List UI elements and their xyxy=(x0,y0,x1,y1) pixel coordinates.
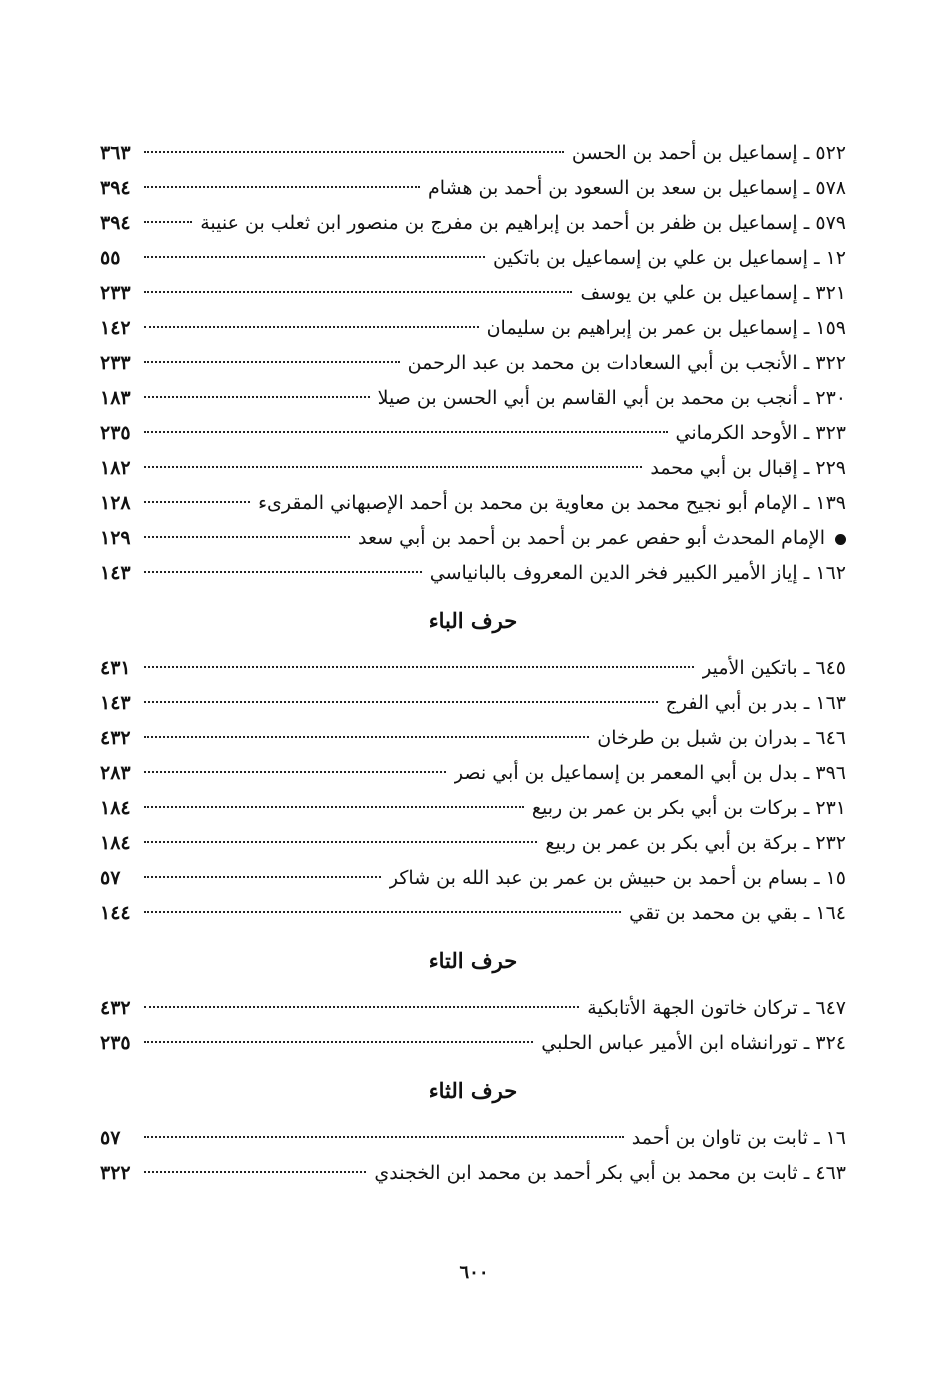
index-entry xyxy=(100,276,846,311)
index-entry xyxy=(100,861,846,896)
entry-title xyxy=(358,521,846,556)
index-section xyxy=(100,931,846,1061)
entry-number: ٢٢٩ xyxy=(815,457,846,479)
entry-title xyxy=(378,381,846,416)
index-entry xyxy=(100,206,846,241)
entry-name: الأوحد الكرماني xyxy=(675,422,798,444)
index-entry xyxy=(100,896,846,931)
entry-name: تركان خاتون الجهة الأتابكية xyxy=(587,997,798,1019)
entry-name: إسماعيل بن ظفر بن أحمد بن إبراهيم بن مفرج بن منصور ابن ثعلب بن عنيبة xyxy=(200,212,798,234)
entry-number: ٥٧٩ xyxy=(815,212,846,234)
dot-leader xyxy=(144,806,524,808)
entry-page-number: ٥٧ xyxy=(100,867,121,889)
entry-name: بسام بن أحمد بن حبيش بن عمر بن عبد الله بن شاكر xyxy=(388,867,808,889)
entry-title xyxy=(632,1121,846,1156)
dot-leader xyxy=(144,771,446,773)
dot-leader xyxy=(144,841,537,843)
index-entry xyxy=(100,756,846,791)
index-entry xyxy=(100,1026,846,1061)
index-entry xyxy=(100,241,846,276)
entry-separator: ـ xyxy=(797,832,816,854)
dot-leader xyxy=(144,1041,533,1043)
dot-leader xyxy=(144,466,642,468)
entry-title xyxy=(580,276,846,311)
index-entry xyxy=(100,1121,846,1156)
entry-page-number: ٤٣٢ xyxy=(100,997,131,1019)
entry-number: ١٦٣ xyxy=(815,692,846,714)
entry-title xyxy=(200,206,846,241)
index-entry xyxy=(100,651,846,686)
entry-separator: ـ xyxy=(797,282,816,304)
entry-name: تورانشاه ابن الأمير عباس الحلبي xyxy=(541,1032,798,1054)
entry-number: ٢٣١ xyxy=(815,797,846,819)
index-section xyxy=(100,136,846,591)
entry-page-number: ٤٣٢ xyxy=(100,727,131,749)
entry-page-number: ١٤٢ xyxy=(100,317,131,339)
entry-page-number: ١٨٤ xyxy=(100,797,131,819)
entry-separator: ـ xyxy=(797,212,816,234)
entry-title xyxy=(587,991,846,1026)
entry-title xyxy=(650,451,846,486)
entry-separator: ـ xyxy=(797,902,816,924)
dot-leader xyxy=(144,666,694,668)
dot-leader xyxy=(144,361,400,363)
entry-page-number: ٣٦٣ xyxy=(100,142,131,164)
dot-leader xyxy=(144,151,564,153)
page-number: ٦٠٠ xyxy=(459,1262,489,1283)
entry-page-number: ٢٣٥ xyxy=(100,1032,131,1054)
dot-leader xyxy=(144,291,572,293)
entry-number: ١٦٢ xyxy=(815,562,846,584)
dot-leader xyxy=(144,256,485,258)
entry-number: ١٦ xyxy=(825,1127,846,1149)
entry-separator: ـ xyxy=(797,457,816,479)
entry-title xyxy=(258,486,846,521)
index-entry xyxy=(100,556,846,591)
entry-name: أنجب بن محمد بن أبي القاسم بن أبي الحسن بن صيلا xyxy=(377,387,798,409)
entry-name: إسماعيل بن أحمد بن الحسن xyxy=(571,142,798,164)
dot-leader xyxy=(144,186,420,188)
index-entry xyxy=(100,991,846,1026)
entry-page-number: ٣٢٢ xyxy=(100,1162,131,1184)
entry-separator: ـ xyxy=(797,1162,816,1184)
dot-leader xyxy=(144,736,589,738)
dot-leader xyxy=(144,911,621,913)
entry-name: الأنجب بن أبي السعادات بن محمد بن عبد الرحمن xyxy=(407,352,798,374)
dot-leader xyxy=(144,221,192,223)
entry-number: ٣٢١ xyxy=(815,282,846,304)
entry-name: ثابت بن تاوان بن أحمد xyxy=(631,1127,808,1149)
entry-separator: ـ xyxy=(797,422,816,444)
index-entry xyxy=(100,721,846,756)
entry-separator: ـ xyxy=(797,352,816,374)
entry-name: إسماعيل بن علي بن إسماعيل بن باتكين xyxy=(493,247,808,269)
index-section xyxy=(100,591,846,931)
entry-separator: ـ xyxy=(797,387,816,409)
entry-page-number: ٢٣٣ xyxy=(100,282,131,304)
entry-page-number: ١٨٢ xyxy=(100,457,131,479)
dot-leader xyxy=(144,876,381,878)
entry-separator: ـ xyxy=(797,727,816,749)
index-entry xyxy=(100,171,846,206)
dot-leader xyxy=(144,1136,624,1138)
entry-separator: ـ xyxy=(797,692,816,714)
entry-separator: ـ xyxy=(797,317,816,339)
entry-name: إسماعيل بن عمر بن إبراهيم بن سليمان xyxy=(486,317,798,339)
entry-number: ٢٣٢ xyxy=(815,832,846,854)
entry-page-number: ١٤٣ xyxy=(100,692,131,714)
entry-number: ١٥٩ xyxy=(815,317,846,339)
entry-separator: ـ xyxy=(797,797,816,819)
dot-leader xyxy=(144,571,422,573)
entry-name: باتكين الأمير xyxy=(702,657,798,679)
entry-name: الإمام المحدث أبو حفص عمر بن أحمد بن أحمد بن أبي سعد xyxy=(358,527,825,549)
entry-title xyxy=(532,791,846,826)
dot-leader xyxy=(144,1171,366,1173)
index-entry xyxy=(100,451,846,486)
entry-separator: ـ xyxy=(797,142,816,164)
entry-name: بدر بن أبي الفرج xyxy=(665,692,798,714)
entry-name: بدران بن شبل بن طرخان xyxy=(597,727,798,749)
index-entry xyxy=(100,1156,846,1191)
entry-name: ثابت بن محمد بن أبي بكر أحمد بن محمد ابن الخجندي xyxy=(374,1162,798,1184)
index-entry xyxy=(100,791,846,826)
index-entry xyxy=(100,416,846,451)
entry-page-number: ٥٧ xyxy=(100,1127,121,1149)
entry-separator: ـ xyxy=(797,492,816,514)
entry-page-number: ٢٣٣ xyxy=(100,352,131,374)
entry-separator: ـ xyxy=(797,657,816,679)
entry-title xyxy=(430,556,846,591)
index-entry xyxy=(100,521,846,556)
dot-leader xyxy=(144,1006,579,1008)
entry-number: ١٦٤ xyxy=(815,902,846,924)
entry-page-number: ١٨٣ xyxy=(100,387,131,409)
dot-leader xyxy=(144,396,370,398)
entry-page-number: ٢٨٣ xyxy=(100,762,131,784)
entry-number: ٣٢٤ xyxy=(815,1032,846,1054)
entry-title xyxy=(702,651,846,686)
entry-separator: ـ xyxy=(797,762,816,784)
entry-number: ٣٩٦ xyxy=(815,762,846,784)
entry-page-number: ٤٣١ xyxy=(100,657,131,679)
entry-separator: ـ xyxy=(807,247,826,269)
entry-title xyxy=(629,896,846,931)
entry-page-number: ١٢٨ xyxy=(100,492,131,514)
entry-name: الإمام أبو نجيح محمد بن معاوية بن محمد بن أحمد الإصبهاني المقرىء xyxy=(258,492,798,514)
entry-number: ٦٤٥ xyxy=(815,657,846,679)
entry-page-number: ٣٩٤ xyxy=(100,177,131,199)
entry-title xyxy=(541,1026,846,1061)
bullet-icon xyxy=(835,534,846,545)
entry-name: بركات بن أبي بكر بن عمر بن ربيع xyxy=(531,797,798,819)
entry-name: إسماعيل بن سعد بن السعود بن أحمد بن هشام xyxy=(427,177,798,199)
section-heading: حرف الباء xyxy=(428,608,518,633)
index-page xyxy=(100,136,846,1191)
entry-separator: ـ xyxy=(797,562,816,584)
entry-name: بركة بن أبي بكر بن عمر بن ربيع xyxy=(545,832,798,854)
entry-name: بقي بن محمد بن تقي xyxy=(629,902,798,924)
entry-page-number: ١٨٤ xyxy=(100,832,131,854)
entry-page-number: ٢٣٥ xyxy=(100,422,131,444)
section-heading: حرف الثاء xyxy=(428,1078,518,1103)
index-entry xyxy=(100,686,846,721)
entry-title xyxy=(493,241,846,276)
entry-title xyxy=(454,756,846,791)
index-entry xyxy=(100,136,846,171)
entry-number: ٥٢٢ xyxy=(815,142,846,164)
entry-number: ٣٢٣ xyxy=(815,422,846,444)
dot-leader xyxy=(144,701,658,703)
entry-title xyxy=(428,171,846,206)
entry-number: ٤٦٣ xyxy=(815,1162,846,1184)
index-entry xyxy=(100,826,846,861)
entry-title xyxy=(597,721,846,756)
entry-page-number: ٥٥ xyxy=(100,247,121,269)
entry-number: ١٢ xyxy=(825,247,846,269)
index-entry xyxy=(100,311,846,346)
section-heading: حرف التاء xyxy=(428,948,518,973)
entry-title xyxy=(666,686,846,721)
entry-page-number: ١٤٤ xyxy=(100,902,131,924)
entry-page-number: ١٢٩ xyxy=(100,527,131,549)
dot-leader xyxy=(144,431,668,433)
entry-separator: ـ xyxy=(807,1127,826,1149)
entry-separator: ـ xyxy=(797,997,816,1019)
entry-name: بدل بن أبي المعمر بن إسماعيل بن أبي نصر xyxy=(453,762,798,784)
entry-number: ٢٣٠ xyxy=(815,387,846,409)
dot-leader xyxy=(144,501,250,503)
index-entry xyxy=(100,346,846,381)
entry-name: إسماعيل بن علي بن يوسف xyxy=(580,282,798,304)
entry-name: إقبال بن أبي محمد xyxy=(650,457,798,479)
entry-title xyxy=(676,416,846,451)
entry-page-number: ٣٩٤ xyxy=(100,212,131,234)
entry-title xyxy=(374,1156,846,1191)
entry-number: ٦٤٧ xyxy=(815,997,846,1019)
entry-separator: ـ xyxy=(797,1032,816,1054)
entry-title xyxy=(389,861,846,896)
index-entry xyxy=(100,486,846,521)
entry-separator: ـ xyxy=(797,177,816,199)
entry-title xyxy=(572,136,846,171)
entry-title xyxy=(408,346,846,381)
entry-title xyxy=(545,826,846,861)
entry-number: ٥٧٨ xyxy=(815,177,846,199)
entry-number: ٦٤٦ xyxy=(815,727,846,749)
index-entry xyxy=(100,381,846,416)
entry-name: إياز الأمير الكبير فخر الدين المعروف بالبانياسي xyxy=(429,562,798,584)
entry-title xyxy=(487,311,846,346)
entry-number: ٣٢٢ xyxy=(815,352,846,374)
dot-leader xyxy=(144,536,350,538)
dot-leader xyxy=(144,326,479,328)
index-section xyxy=(100,1061,846,1191)
entry-page-number: ١٤٣ xyxy=(100,562,131,584)
entry-number: ١٣٩ xyxy=(815,492,846,514)
entry-number: ١٥ xyxy=(825,867,846,889)
entry-separator: ـ xyxy=(807,867,826,889)
